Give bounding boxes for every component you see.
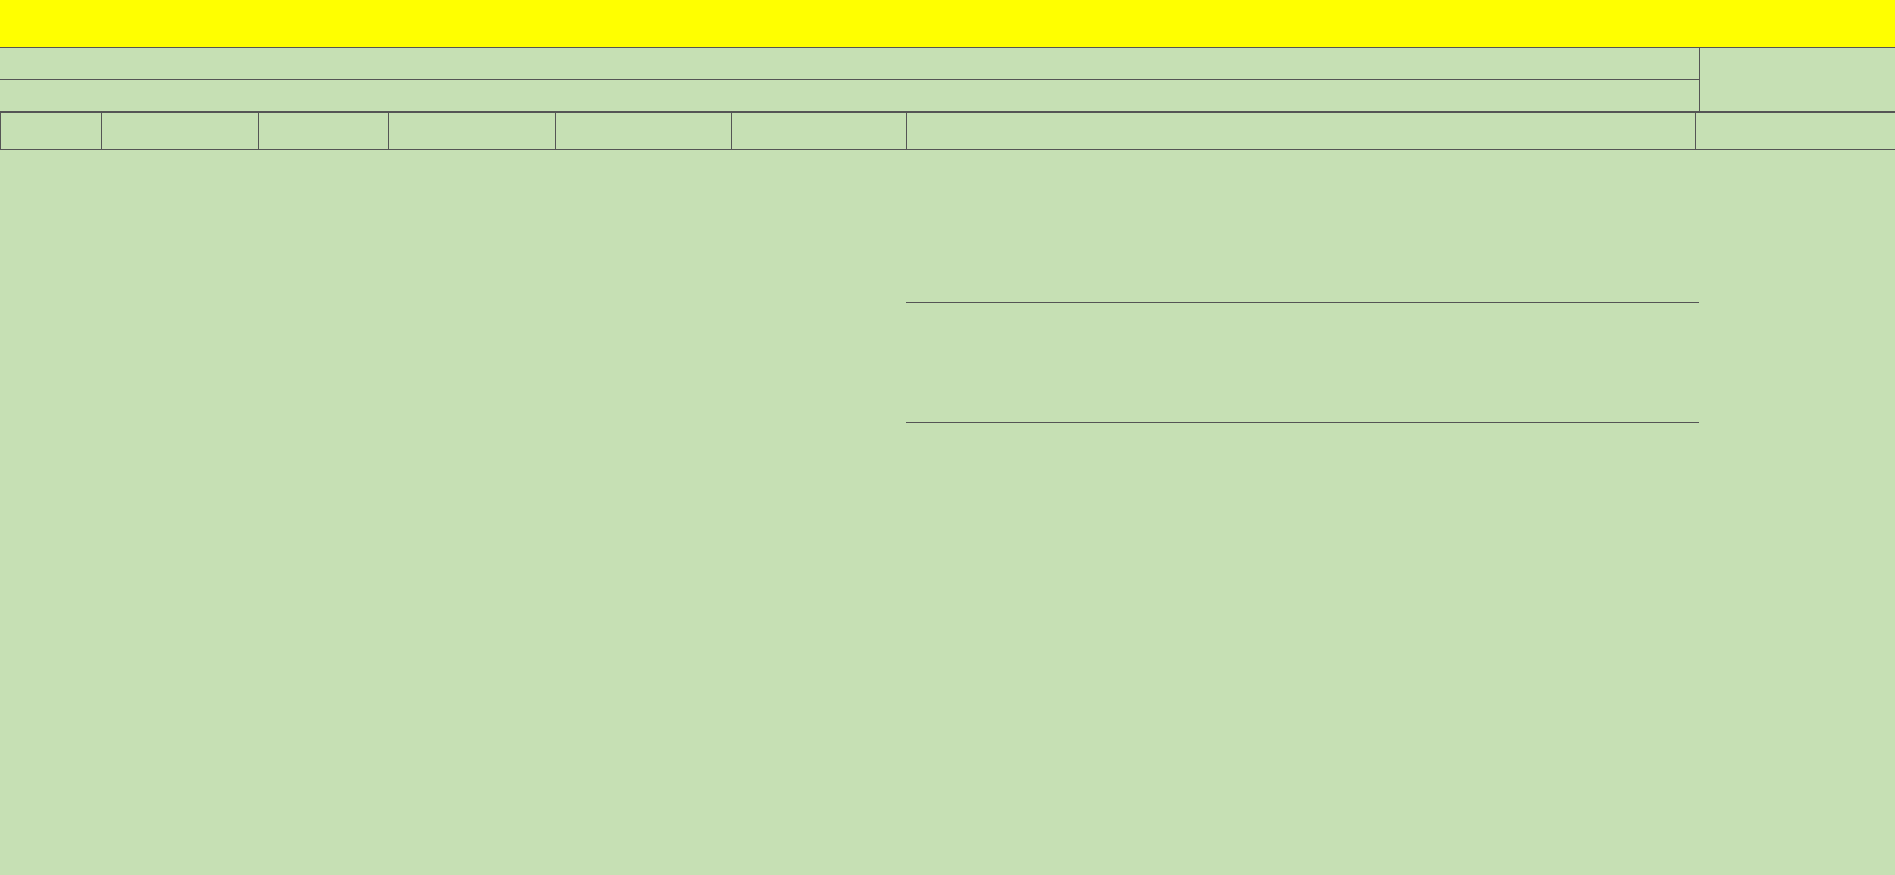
header-country [1, 113, 102, 150]
header-cosco-price [389, 113, 556, 150]
header-execution-date [1696, 113, 1895, 150]
general-goods-category [906, 149, 1699, 303]
header-weight [259, 113, 389, 150]
header-zip [102, 113, 259, 150]
title-bar [0, 0, 1895, 48]
price-table [0, 112, 1895, 150]
header-sensitive-price [732, 113, 907, 150]
info-line-1 [0, 48, 1700, 80]
table-header-row [1, 113, 1895, 150]
info-line-2 [0, 80, 1700, 112]
info-side-cell [1700, 48, 1895, 112]
header-matson-price [556, 113, 732, 150]
special-goods-category [906, 423, 1699, 496]
sensitive-goods-category [906, 303, 1699, 423]
header-delivery-note [907, 113, 1696, 150]
